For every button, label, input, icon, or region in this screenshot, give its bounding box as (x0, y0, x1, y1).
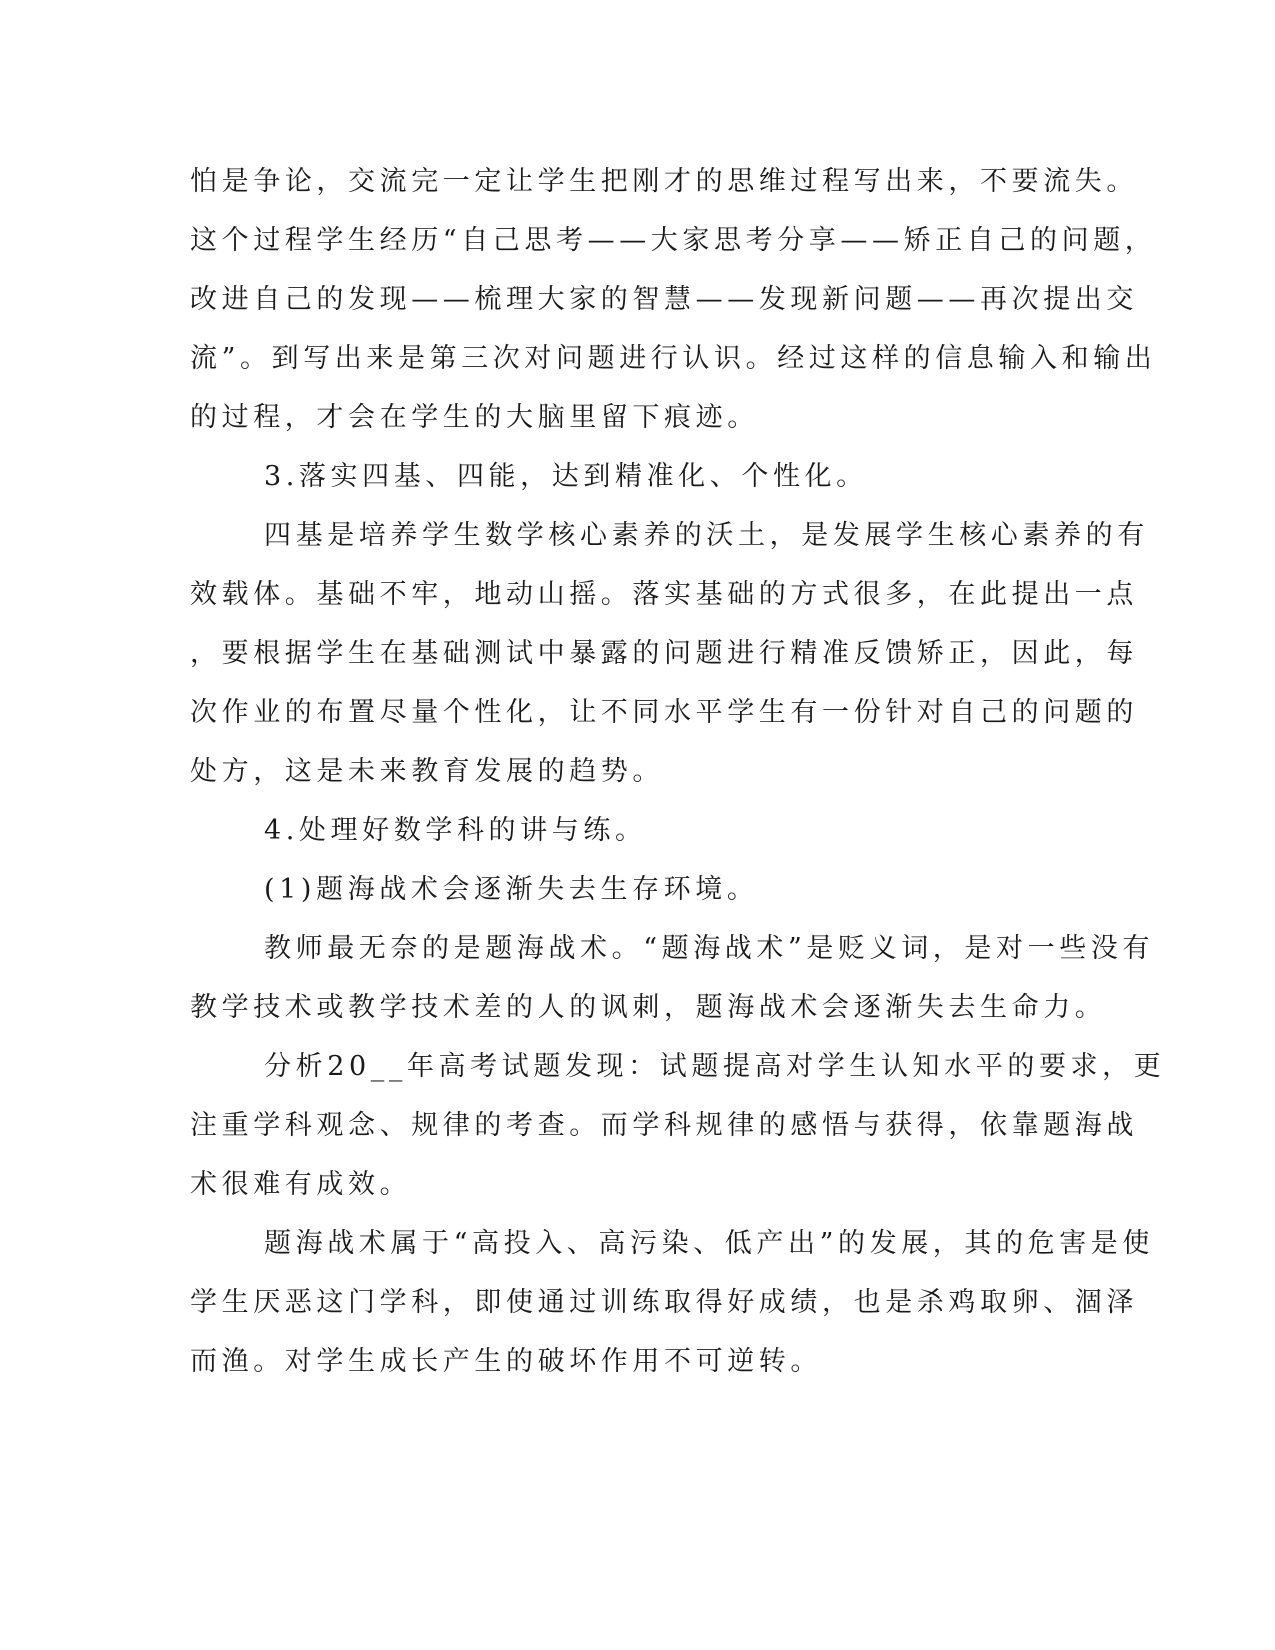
paragraph-line: 教师最无奈的是题海战术。“题海战术”是贬义词，是对一些没有 (264, 933, 1155, 964)
paragraph-line: 教学技术或教学技术差的人的讽刺，题海战术会逐渐失去生命力。 (190, 992, 1107, 1023)
paragraph-line: 而渔。对学生成长产生的破坏作用不可逆转。 (190, 1346, 822, 1377)
paragraph-line: 术很难有成效。 (190, 1169, 412, 1200)
paragraph-line: 学生厌恶这门学科，即使通过训练取得好成绩，也是杀鸡取卵、涸泽 (190, 1287, 1138, 1318)
paragraph-line: 怕是争论，交流完一定让学生把刚才的思维过程写出来，不要流失。 (190, 166, 1138, 197)
paragraph-line: 四基是培养学生数学核心素养的沃土，是发展学生核心素养的有 (264, 520, 1149, 551)
paragraph-line: 次作业的布置尽量个性化，让不同水平学生有一份针对自己的问题的 (190, 697, 1138, 728)
paragraph-line: ，要根据学生在基础测试中暴露的问题进行精准反馈矫正，因此，每 (190, 638, 1138, 669)
paragraph-line: 分析20__年高考试题发现：试题提高对学生认知水平的要求，更 (264, 1051, 1166, 1082)
paragraph-line: 题海战术属于“高投入、高污染、低产出”的发展，其的危害是使 (264, 1228, 1155, 1259)
paragraph-line: 效载体。基础不牢，地动山摇。落实基础的方式很多，在此提出一点 (190, 579, 1138, 610)
paragraph-line: 注重学科观念、规律的考查。而学科规律的感悟与获得，依靠题海战 (190, 1110, 1138, 1141)
section-heading: 3.落实四基、四能，达到精准化、个性化。 (264, 461, 868, 492)
paragraph-line: 处方，这是未来教育发展的趋势。 (190, 756, 664, 787)
paragraph-line: 这个过程学生经历“自己思考——大家思考分享——矫正自己的问题， (190, 225, 1157, 256)
paragraph-line: 改进自己的发现——梳理大家的智慧——发现新问题——再次提出交 (190, 284, 1138, 315)
paragraph-line: 流”。到写出来是第三次对问题进行认识。经过这样的信息输入和输出 (190, 343, 1157, 374)
section-heading: 4.处理好数学科的讲与练。 (264, 815, 647, 846)
subsection-heading: (1)题海战术会逐渐失去生存环境。 (264, 874, 759, 905)
paragraph-line: 的过程，才会在学生的大脑里留下痕迹。 (190, 402, 759, 433)
